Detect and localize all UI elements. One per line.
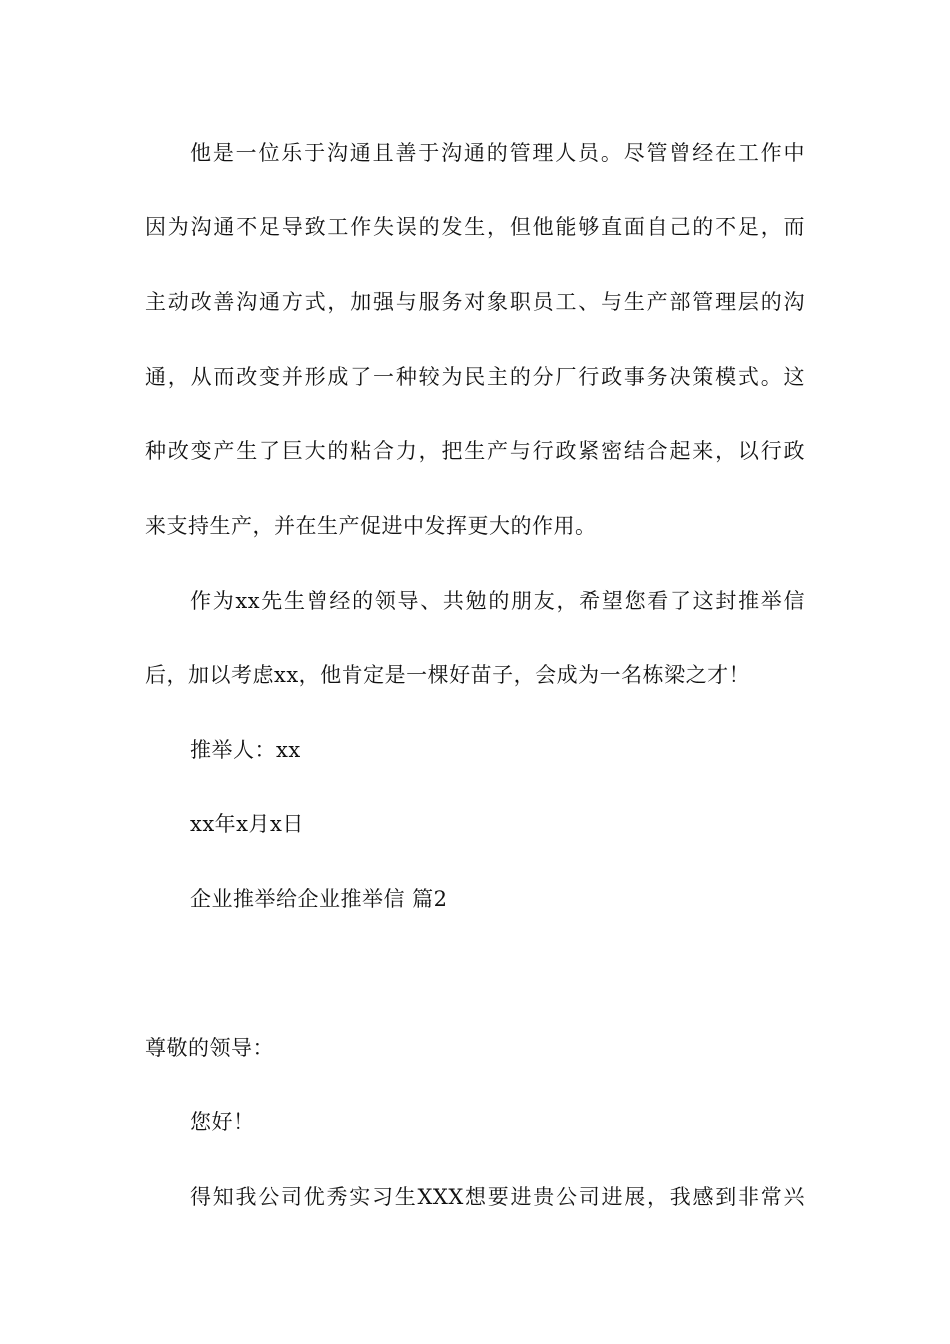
paragraph-1-line-3: 主动改善沟通方式，加强与服务对象职员工、与生产部管理层的沟	[145, 290, 805, 314]
paragraph-1-line-1: 他是一位乐于沟通且善于沟通的管理人员。尽管曾经在工作中	[190, 141, 805, 165]
letter-salutation: 尊敬的领导：	[145, 1036, 274, 1060]
letter-body-line-1: 得知我公司优秀实习生XXX想要进贵公司进展，我感到非常兴	[190, 1185, 805, 1209]
paragraph-2-line-1: 作为xx先生曾经的领导、共勉的朋友，希望您看了这封推举信	[190, 589, 805, 613]
section-heading: 企业推举给企业推举信 篇2	[190, 887, 448, 911]
paragraph-1-line-4: 通，从而改变并形成了一种较为民主的分厂行政事务决策模式。这	[145, 365, 805, 389]
paragraph-1-line-2: 因为沟通不足导致工作失误的发生，但他能够直面自己的不足，而	[145, 215, 805, 239]
paragraph-1-line-6: 来支持生产，并在生产促进中发挥更大的作用。	[145, 514, 597, 538]
letter-greeting: 您好！	[190, 1110, 255, 1134]
signature-date: xx年x月x日	[190, 812, 304, 836]
paragraph-2-line-2: 后，加以考虑xx，他肯定是一棵好苗子，会成为一名栋梁之才！	[145, 663, 751, 687]
paragraph-1-line-5: 种改变产生了巨大的粘合力，把生产与行政紧密结合起来，以行政	[145, 439, 805, 463]
recommender-signature: 推举人：xx	[190, 738, 301, 762]
